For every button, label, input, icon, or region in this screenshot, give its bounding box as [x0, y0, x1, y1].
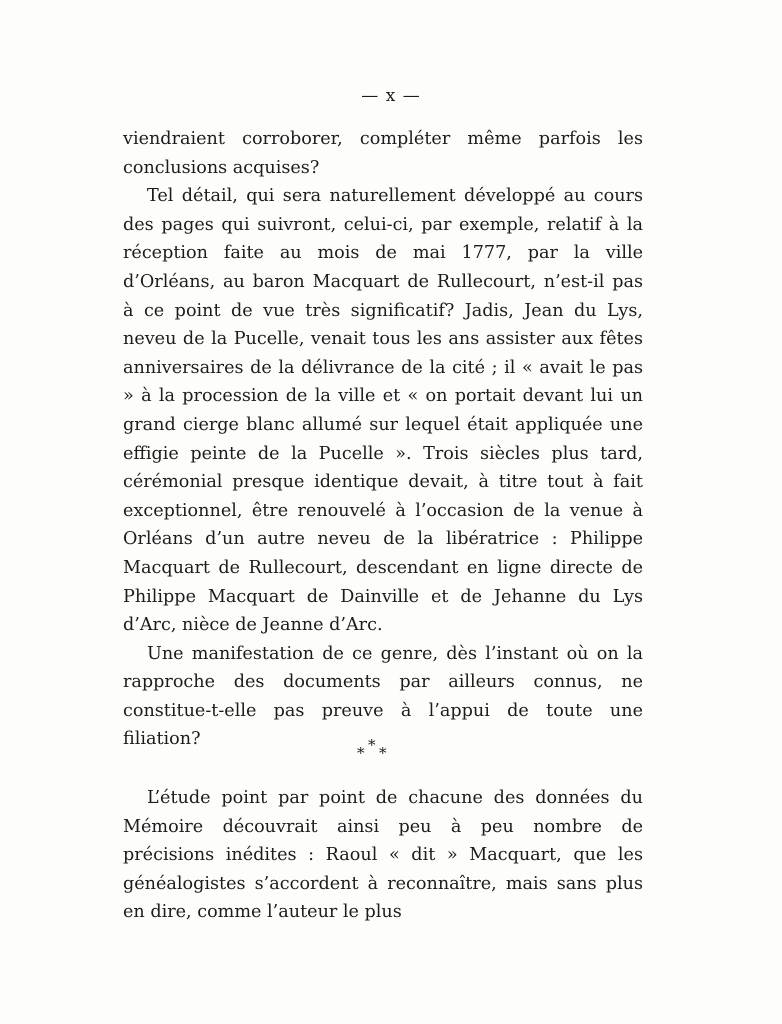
text-section-1: [123, 125, 643, 754]
page-number: — x —: [361, 86, 421, 106]
paragraph-etude-memoire: L’étude point par point de chacune des données du Mémoire découvrait ainsi peu à peu nombre de précisions inédites : Raoul « dit » Macquart, que les généalogistes s’accordent à reconnaître, mais sans plus en dire, comme l’auteur le plus: [123, 788, 643, 923]
paragraph-manifestation: Une manifestation de ce genre, dès l’instant où on la rapproche des documents par ailleurs connus, ne constitue-t-elle pas preuve à l’appui de toute une filiation?: [123, 643, 643, 750]
paragraph-continuation: viendraient corroborer, compléter même parfois les conclusions acquises?: [123, 129, 643, 178]
asterisk-left: *: [357, 744, 365, 762]
paragraph-reception-orleans: Tel détail, qui sera naturellement développé au cours des pages qui suivront, celui-ci, par exemple, relatif à la réception faite au mois de mai 1777, par la ville d’Orléans, au baron Macquart de Rullecourt, n’est-il pas à ce point de vue très significatif? Jadis, Jean du Lys, neveu de la Pucelle, venait tous les ans assister aux fêtes anniversaires de la délivrance de la cité ; il « avait le pas » à la procession de la ville et « on portait devant lui un grand cierge blanc allumé sur lequel était appliquée une effigie peinte de la Pucelle ». Trois siècles plus tard, cérémonial presque identique devait, à titre tout à fait exceptionnel, être renouvelé à l’occasion de la venue à Orléans d’un autre neveu de la libératrice : Philippe Macquart de Rullecourt, descendant en ligne directe de Philippe Macquart de Dainville et de Jehanne du Lys d’Arc, nièce de Jeanne d’Arc.: [123, 186, 643, 636]
asterisk-right: *: [379, 744, 387, 762]
asterisk-top: *: [368, 736, 376, 754]
asterism-separator: [0, 738, 782, 764]
text-section-2: [123, 784, 643, 927]
